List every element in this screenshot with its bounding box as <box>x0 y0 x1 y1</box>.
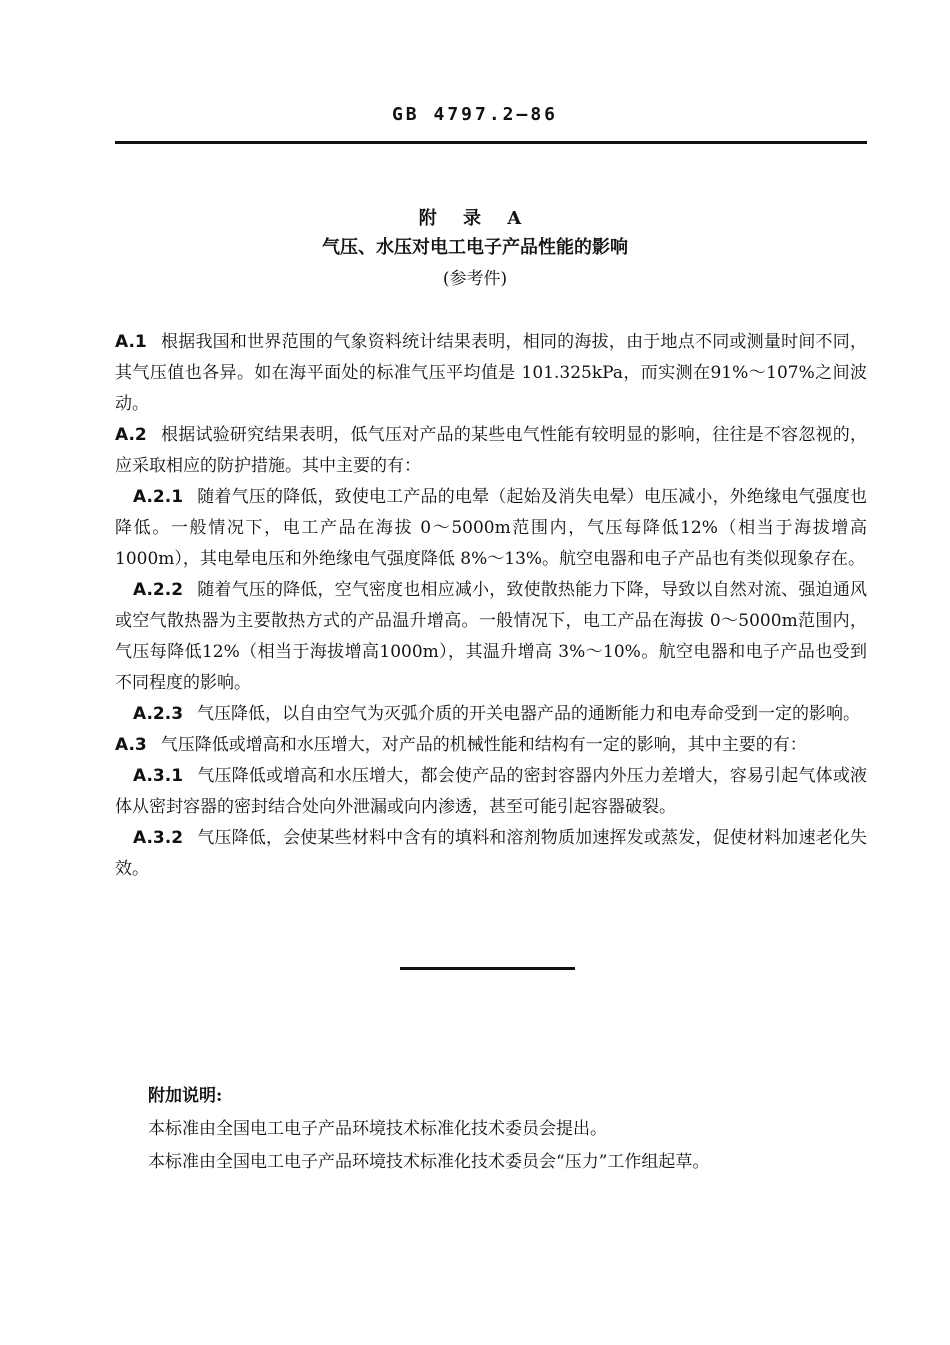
section-text: 气压降低或增高和水压增大，都会使产品的密封容器内外压力差增大，容易引起气体或液体从密封容器的密封结合处向外泄漏或向内渗透，甚至可能引起容器破裂。 <box>115 766 867 817</box>
section-number: A.2 <box>115 425 147 445</box>
section-number: A.2.1 <box>133 487 184 507</box>
appendix-subtitle: (参考件) <box>442 269 508 289</box>
note-line: 本标准由全国电工电子产品环境技术标准化技术委员会“压力”工作组起草。 <box>148 1152 710 1172</box>
section-a3 <box>115 730 867 761</box>
section-number: A.3.1 <box>133 766 184 786</box>
appendix-label: 附 录 A <box>418 208 532 229</box>
note-title: 附加说明: <box>148 1086 223 1106</box>
section-a2 <box>115 420 867 482</box>
section-text: 气压降低，以自由空气为灭弧介质的开关电器产品的通断能力和电寿命受到一定的影响。 <box>197 704 861 724</box>
section-a2-1 <box>115 482 867 575</box>
appendix-body <box>115 327 867 885</box>
section-a3-2 <box>115 823 867 885</box>
section-text: 随着气压的降低，致使电工产品的电晕（起始及消失电晕）电压减小，外绝缘电气强度也降低。一般情况下，电工产品在海拔 0～5000m范围内，气压每降低12%（相当于海拔增高1000m），其电晕电压和外绝缘电气强度降低 8%～13%。航空电器和电子产品也有类似现象存在。 <box>115 487 867 569</box>
section-text: 根据我国和世界范围的气象资料统计结果表明，相同的海拔，由于地点不同或测量时间不同，其气压值也各异。如在海平面处的标准气压平均值是 101.325kPa，而实测在91%～107%之间波动。 <box>115 332 867 414</box>
section-text: 随着气压的降低，空气密度也相应减小，致使散热能力下降，导致以自然对流、强迫通风或空气散热器为主要散热方式的产品温升增高。一般情况下，电工产品在海拔 0～5000m范围内，气压每降低12%（相当于海拔增高1000m），其温升增高 3%～10%。航空电器和电子产品也受到不同程度的影响。 <box>115 580 867 693</box>
section-text: 气压降低，会使某些材料中含有的填料和溶剂物质加速挥发或蒸发，促使材料加速老化失效。 <box>115 828 867 879</box>
section-number: A.2.3 <box>133 704 184 724</box>
section-text: 根据试验研究结果表明，低气压对产品的某些电气性能有较明显的影响，往往是不容忽视的，应采取相应的防护措施。其中主要的有： <box>115 425 867 476</box>
section-number: A.3.2 <box>133 828 184 848</box>
note-line: 本标准由全国电工电子产品环境技术标准化技术委员会提出。 <box>148 1119 607 1139</box>
document-code: GB 4797.2—86 <box>391 104 559 125</box>
additional-notes <box>148 1080 848 1179</box>
section-number: A.3 <box>115 735 147 755</box>
section-number: A.2.2 <box>133 580 184 600</box>
section-a2-3 <box>115 699 867 730</box>
section-a2-2 <box>115 575 867 699</box>
section-text: 气压降低或增高和水压增大，对产品的机械性能和结构有一定的影响，其中主要的有： <box>160 735 807 755</box>
header-rule <box>115 141 867 144</box>
end-rule <box>400 967 575 970</box>
section-a1 <box>115 327 867 420</box>
section-number: A.1 <box>115 332 147 352</box>
section-a3-1 <box>115 761 867 823</box>
appendix-title: 气压、水压对电工电子产品性能的影响 <box>322 237 628 258</box>
